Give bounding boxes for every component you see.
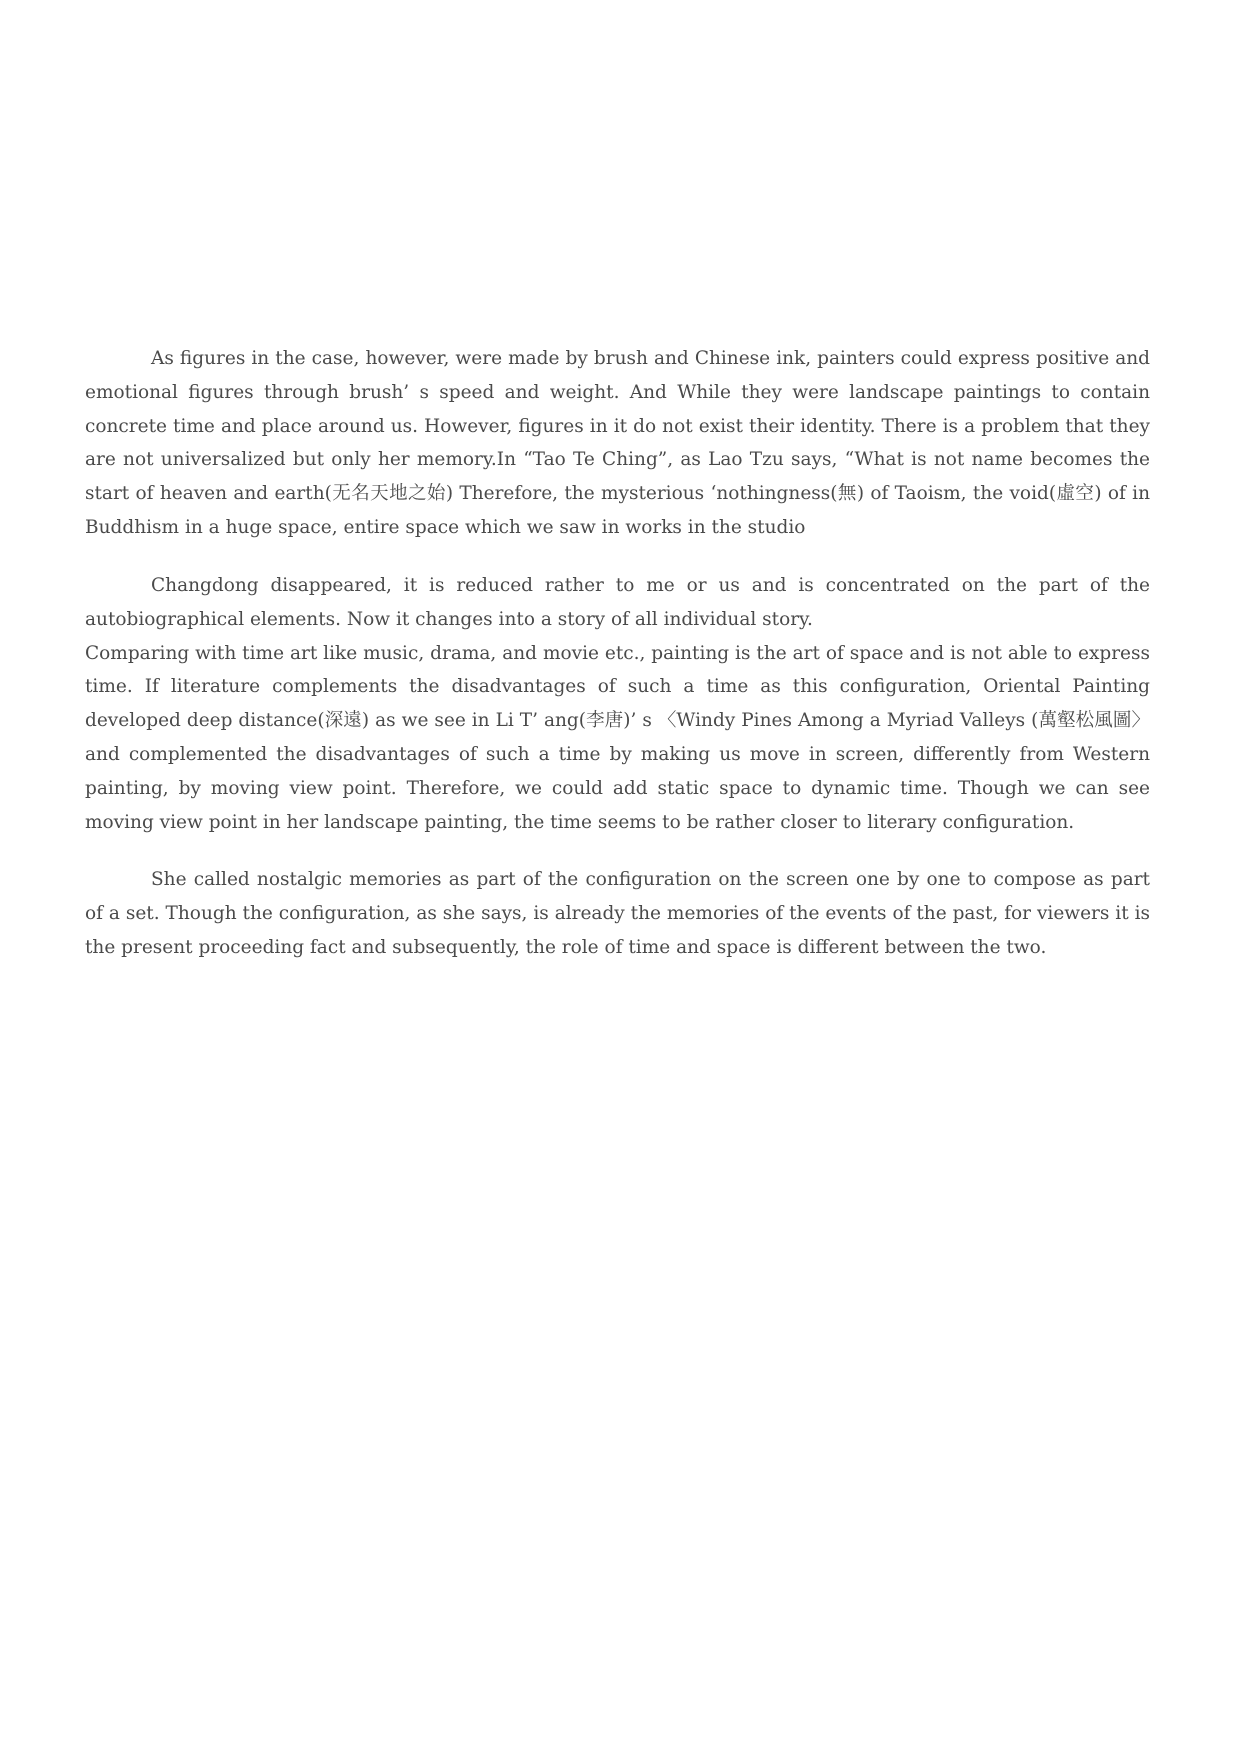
paragraph-2: Changdong disappeared, it is reduced rather to me or us and is concentrated on the part of the autobiographical elements. Now it changes into a story of all individual story. [85,575,1150,630]
text-block-3 [85,863,1150,964]
paragraph-1: As figures in the case, however, were made by brush and Chinese ink, painters could express positive and emotional figures through brush’ s speed and weight. And While they were landscape paintings to contain concrete time and place around us. However, figures in it do not exist their identity. There is a problem that they are not universalized but only her memory.In “Tao Te Ching”, as Lao Tzu says, “What is not name becomes the start of heaven and earth(无名天地之始) Therefore, the mysterious ‘nothingness(無) of Taoism, the void(虛空) of in Buddhism in a huge space, entire space which we saw in works in the studio [85,348,1150,538]
paragraph-4: She called nostalgic memories as part of the configuration on the screen one by one to compose as part of a set. Though the configuration, as she says, is already the memories of the events of the past, for viewers it is the present proceeding fact and subsequently, the role of time and space is different between the two. [85,869,1150,958]
text-block-1 [85,342,1150,545]
paragraph-3: Comparing with time art like music, drama, and movie etc., painting is the art of space and is not able to express time. If literature complements the disadvantages of such a time as this configuration, Oriental Painting developed deep distance(深遠) as we see in Li T’ ang(李唐)’ s 〈Windy Pines Among a Myriad Valleys (萬壑松風圖〉 and complemented the disadvantages of such a time by making us move in screen, differently from Western painting, by moving view point. Therefore, we could add static space to dynamic time. Though we can see moving view point in her landscape painting, the time seems to be rather closer to literary configuration. [85,642,1150,833]
text-block-2 [85,569,1150,839]
